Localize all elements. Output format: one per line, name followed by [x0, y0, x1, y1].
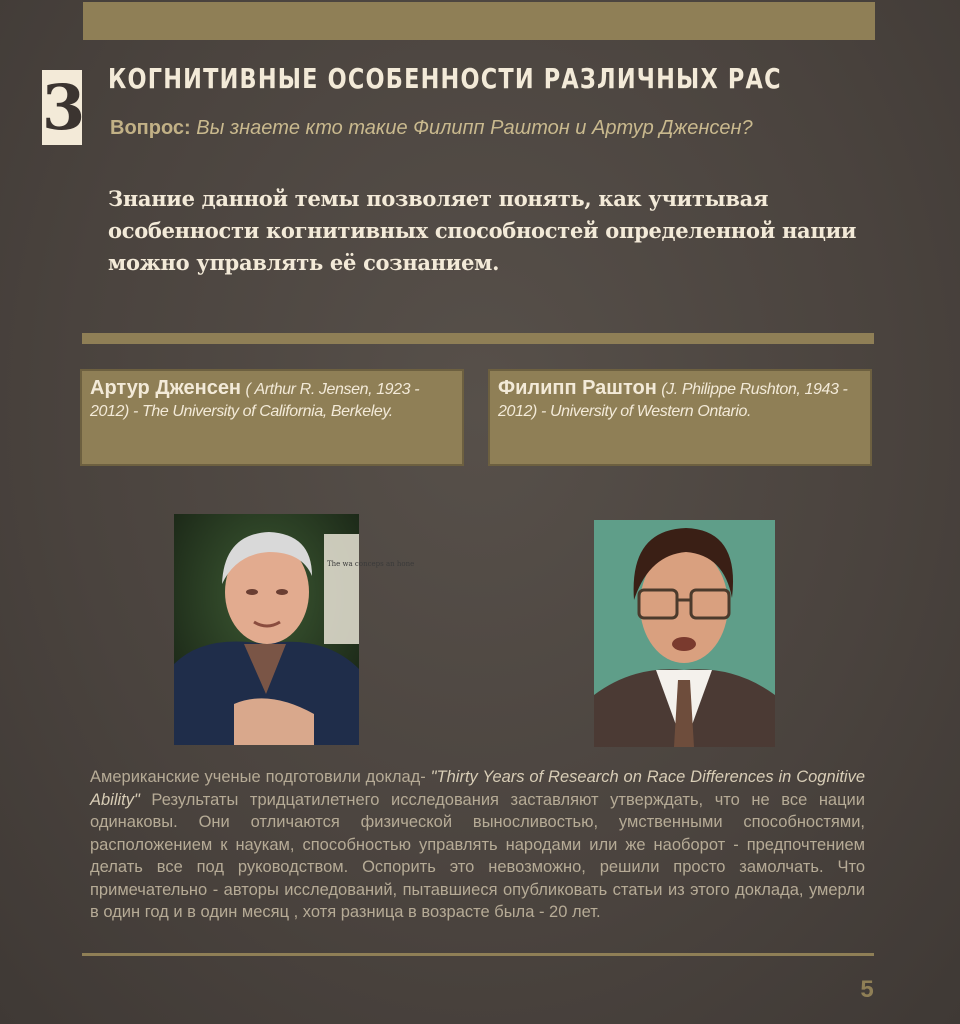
section-divider-bar [82, 333, 874, 344]
section-title: КОГНИТИВНЫЕ ОСОБЕННОСТИ РАЗЛИЧНЫХ РАС [108, 62, 782, 95]
question-text: Вы знаете кто такие Филипп Раштон и Артур Дженсен? [196, 117, 753, 139]
question-label: Вопрос: [110, 117, 191, 139]
book-text: The wa conceps an hone [327, 560, 415, 568]
intro-paragraph: Знание данной темы позволяет понять, как учитывая особенности когнитивных способностей определенной нации можно управлять её сознанием. [108, 186, 857, 275]
top-decorative-bar [83, 2, 875, 40]
question-line [110, 117, 753, 140]
body-rest: Результаты тридцатилетнего исследования заставляют утверждать, что не все нации одинаковы. Они отличаются физической выносливостью, умственными способностями, расположением к наукам, способностью управлять народами или же наоборот - предпочтением делать все под руководством. Оспорить это невозможно, решили просто замолчать. Что примечательно - авторы исследований, пытавшиеся опубликовать статьи из этого доклада, умерли в один год и в один месяц , хотя разница в возрасте была - 20 лет. [90, 790, 865, 921]
rushton-info-card [488, 369, 872, 466]
body-lead: Американские ученые подготовили доклад- [90, 768, 431, 786]
section-number-badge: 3 [42, 71, 86, 144]
jensen-description: ( Arthur R. Jensen, 1923 - 2012) - The University of California, Berkeley. [90, 381, 420, 420]
rushton-description: (J. Philippe Rushton, 1943 - 2012) - University of Western Ontario. [498, 381, 848, 420]
rushton-name: Филипп Раштон [498, 377, 657, 399]
bottom-divider [82, 953, 874, 956]
jensen-photo [174, 514, 415, 745]
report-title: "Thirty Years of Research on Race Differences in Cognitive Ability" [90, 768, 865, 809]
body-paragraph [90, 766, 865, 924]
jensen-name: Артур Дженсен [90, 377, 242, 399]
rushton-photo [594, 520, 775, 747]
page-number: 5 [860, 976, 874, 1003]
jensen-info-card [80, 369, 464, 466]
